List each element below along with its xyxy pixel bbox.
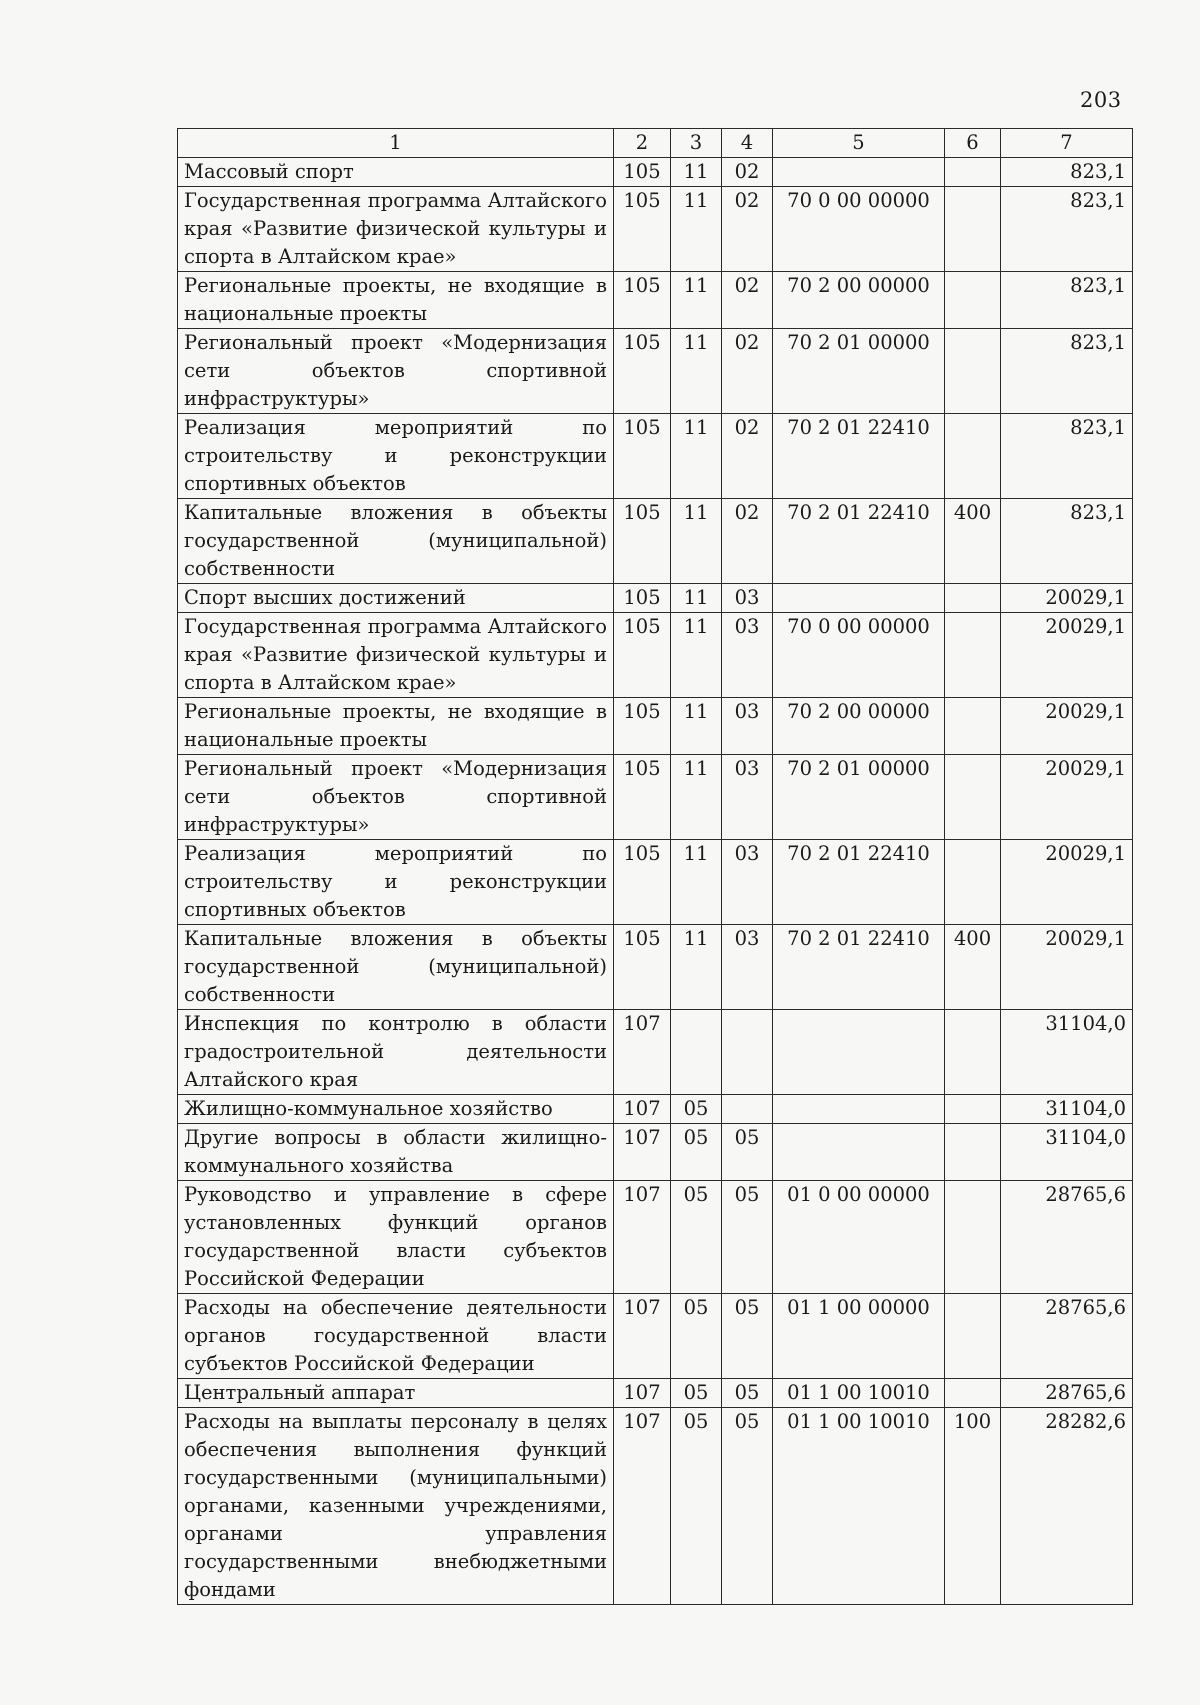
code-cell-6 [945, 1379, 1001, 1408]
code-cell-3: 11 [671, 613, 722, 698]
code-cell-4: 05 [722, 1294, 773, 1379]
amount-cell: 28765,6 [1001, 1379, 1133, 1408]
code-cell-5: 70 0 00 00000 [773, 613, 945, 698]
code-cell-4: 02 [722, 158, 773, 187]
page-number: 203 [1080, 88, 1122, 112]
row-name-cell: Капитальные вложения в объекты государственной (муниципальной) собственности [178, 499, 614, 584]
amount-cell: 20029,1 [1001, 755, 1133, 840]
code-cell-2: 107 [614, 1124, 671, 1181]
table-row [178, 329, 1133, 414]
code-cell-5: 01 1 00 00000 [773, 1294, 945, 1379]
code-cell-2: 105 [614, 272, 671, 329]
code-cell-6 [945, 158, 1001, 187]
code-cell-2: 105 [614, 187, 671, 272]
table-row [178, 613, 1133, 698]
code-cell-2: 105 [614, 329, 671, 414]
code-cell-6: 100 [945, 1408, 1001, 1605]
code-cell-2: 105 [614, 499, 671, 584]
amount-cell: 20029,1 [1001, 925, 1133, 1010]
table-row [178, 1379, 1133, 1408]
code-cell-6 [945, 584, 1001, 613]
code-cell-2: 105 [614, 158, 671, 187]
code-cell-5: 01 1 00 10010 [773, 1408, 945, 1605]
table-row [178, 499, 1133, 584]
code-cell-3: 11 [671, 272, 722, 329]
row-name-cell: Инспекция по контролю в области градостроительной деятельности Алтайского края [178, 1010, 614, 1095]
code-cell-5: 01 0 00 00000 [773, 1181, 945, 1294]
code-cell-4: 03 [722, 755, 773, 840]
table-row [178, 584, 1133, 613]
row-name-cell: Другие вопросы в области жилищно-коммунального хозяйства [178, 1124, 614, 1181]
code-cell-2: 107 [614, 1408, 671, 1605]
table-row [178, 698, 1133, 755]
code-cell-4: 03 [722, 613, 773, 698]
code-cell-2: 107 [614, 1181, 671, 1294]
code-cell-3: 11 [671, 840, 722, 925]
row-name-cell: Региональные проекты, не входящие в национальные проекты [178, 272, 614, 329]
column-header: 7 [1001, 129, 1133, 158]
code-cell-4: 02 [722, 499, 773, 584]
code-cell-3: 11 [671, 329, 722, 414]
code-cell-5: 70 2 01 22410 [773, 840, 945, 925]
code-cell-6 [945, 329, 1001, 414]
table-row [178, 755, 1133, 840]
code-cell-4: 05 [722, 1181, 773, 1294]
code-cell-6 [945, 414, 1001, 499]
code-cell-6: 400 [945, 499, 1001, 584]
code-cell-4: 05 [722, 1379, 773, 1408]
code-cell-2: 105 [614, 698, 671, 755]
column-header: 4 [722, 129, 773, 158]
code-cell-2: 105 [614, 755, 671, 840]
table-row [178, 840, 1133, 925]
code-cell-2: 105 [614, 584, 671, 613]
row-name-cell: Государственная программа Алтайского края «Развитие физической культуры и спорта в Алтайском крае» [178, 613, 614, 698]
code-cell-3: 11 [671, 584, 722, 613]
column-header: 3 [671, 129, 722, 158]
code-cell-3: 11 [671, 698, 722, 755]
code-cell-6 [945, 755, 1001, 840]
code-cell-3: 05 [671, 1408, 722, 1605]
row-name-cell: Расходы на обеспечение деятельности органов государственной власти субъектов Российской Федерации [178, 1294, 614, 1379]
code-cell-4: 03 [722, 698, 773, 755]
column-header: 2 [614, 129, 671, 158]
code-cell-5: 70 2 01 22410 [773, 414, 945, 499]
code-cell-5: 70 2 01 00000 [773, 329, 945, 414]
table-row [178, 1124, 1133, 1181]
code-cell-3: 11 [671, 925, 722, 1010]
amount-cell: 28282,6 [1001, 1408, 1133, 1605]
code-cell-6 [945, 1010, 1001, 1095]
table-row [178, 925, 1133, 1010]
row-name-cell: Государственная программа Алтайского края «Развитие физической культуры и спорта в Алтайском крае» [178, 187, 614, 272]
amount-cell: 823,1 [1001, 499, 1133, 584]
code-cell-3 [671, 1010, 722, 1095]
code-cell-5: 70 2 01 22410 [773, 925, 945, 1010]
amount-cell: 823,1 [1001, 414, 1133, 499]
code-cell-6 [945, 698, 1001, 755]
code-cell-3: 05 [671, 1181, 722, 1294]
code-cell-4: 03 [722, 584, 773, 613]
code-cell-2: 105 [614, 840, 671, 925]
column-header: 1 [178, 129, 614, 158]
code-cell-3: 05 [671, 1124, 722, 1181]
code-cell-5: 70 0 00 00000 [773, 187, 945, 272]
amount-cell: 20029,1 [1001, 698, 1133, 755]
row-name-cell: Реализация мероприятий по строительству и реконструкции спортивных объектов [178, 414, 614, 499]
table-row [178, 414, 1133, 499]
table-row [178, 272, 1133, 329]
code-cell-5 [773, 158, 945, 187]
row-name-cell: Центральный аппарат [178, 1379, 614, 1408]
row-name-cell: Жилищно-коммунальное хозяйство [178, 1095, 614, 1124]
row-name-cell: Реализация мероприятий по строительству и реконструкции спортивных объектов [178, 840, 614, 925]
header-row [178, 129, 1133, 158]
amount-cell: 823,1 [1001, 187, 1133, 272]
amount-cell: 823,1 [1001, 272, 1133, 329]
code-cell-3: 11 [671, 187, 722, 272]
table-body [178, 158, 1133, 1605]
table-row [178, 187, 1133, 272]
budget-table [177, 128, 1133, 1605]
amount-cell: 28765,6 [1001, 1294, 1133, 1379]
code-cell-5: 01 1 00 10010 [773, 1379, 945, 1408]
amount-cell: 20029,1 [1001, 613, 1133, 698]
code-cell-6 [945, 1181, 1001, 1294]
table-row [178, 1294, 1133, 1379]
code-cell-2: 105 [614, 613, 671, 698]
code-cell-6 [945, 1124, 1001, 1181]
row-name-cell: Региональный проект «Модернизация сети объектов спортивной инфраструктуры» [178, 329, 614, 414]
code-cell-6 [945, 272, 1001, 329]
code-cell-4: 03 [722, 840, 773, 925]
code-cell-5: 70 2 01 00000 [773, 755, 945, 840]
code-cell-5 [773, 1095, 945, 1124]
column-header: 5 [773, 129, 945, 158]
amount-cell: 28765,6 [1001, 1181, 1133, 1294]
amount-cell: 31104,0 [1001, 1124, 1133, 1181]
code-cell-5: 70 2 00 00000 [773, 272, 945, 329]
code-cell-2: 107 [614, 1010, 671, 1095]
amount-cell: 20029,1 [1001, 840, 1133, 925]
code-cell-4: 02 [722, 272, 773, 329]
code-cell-4 [722, 1095, 773, 1124]
code-cell-4: 05 [722, 1124, 773, 1181]
code-cell-6: 400 [945, 925, 1001, 1010]
amount-cell: 31104,0 [1001, 1010, 1133, 1095]
code-cell-3: 11 [671, 499, 722, 584]
code-cell-6 [945, 1294, 1001, 1379]
row-name-cell: Капитальные вложения в объекты государственной (муниципальной) собственности [178, 925, 614, 1010]
row-name-cell: Региональные проекты, не входящие в национальные проекты [178, 698, 614, 755]
amount-cell: 823,1 [1001, 329, 1133, 414]
code-cell-4: 02 [722, 187, 773, 272]
code-cell-6 [945, 613, 1001, 698]
amount-cell: 20029,1 [1001, 584, 1133, 613]
table-row [178, 1408, 1133, 1605]
row-name-cell: Спорт высших достижений [178, 584, 614, 613]
code-cell-2: 105 [614, 925, 671, 1010]
code-cell-6 [945, 187, 1001, 272]
code-cell-2: 107 [614, 1095, 671, 1124]
code-cell-3: 05 [671, 1294, 722, 1379]
code-cell-2: 107 [614, 1379, 671, 1408]
row-name-cell: Руководство и управление в сфере установленных функций органов государственной власти субъектов Российской Федерации [178, 1181, 614, 1294]
code-cell-5: 70 2 01 22410 [773, 499, 945, 584]
code-cell-4 [722, 1010, 773, 1095]
code-cell-4: 03 [722, 925, 773, 1010]
table-row [178, 1181, 1133, 1294]
code-cell-5 [773, 1010, 945, 1095]
amount-cell: 31104,0 [1001, 1095, 1133, 1124]
code-cell-4: 02 [722, 329, 773, 414]
code-cell-3: 11 [671, 755, 722, 840]
table-row [178, 1095, 1133, 1124]
row-name-cell: Массовый спорт [178, 158, 614, 187]
table-row [178, 158, 1133, 187]
row-name-cell: Региональный проект «Модернизация сети объектов спортивной инфраструктуры» [178, 755, 614, 840]
code-cell-2: 105 [614, 414, 671, 499]
amount-cell: 823,1 [1001, 158, 1133, 187]
code-cell-5: 70 2 00 00000 [773, 698, 945, 755]
code-cell-3: 05 [671, 1379, 722, 1408]
code-cell-3: 11 [671, 158, 722, 187]
code-cell-5 [773, 584, 945, 613]
code-cell-6 [945, 840, 1001, 925]
code-cell-6 [945, 1095, 1001, 1124]
code-cell-5 [773, 1124, 945, 1181]
row-name-cell: Расходы на выплаты персоналу в целях обеспечения выполнения функций государственными (муниципальными) органами, казенными учреждениями, органами управления государственными внебюджетными фондами [178, 1408, 614, 1605]
code-cell-3: 11 [671, 414, 722, 499]
table-row [178, 1010, 1133, 1095]
column-header: 6 [945, 129, 1001, 158]
code-cell-4: 02 [722, 414, 773, 499]
code-cell-3: 05 [671, 1095, 722, 1124]
code-cell-4: 05 [722, 1408, 773, 1605]
code-cell-2: 107 [614, 1294, 671, 1379]
